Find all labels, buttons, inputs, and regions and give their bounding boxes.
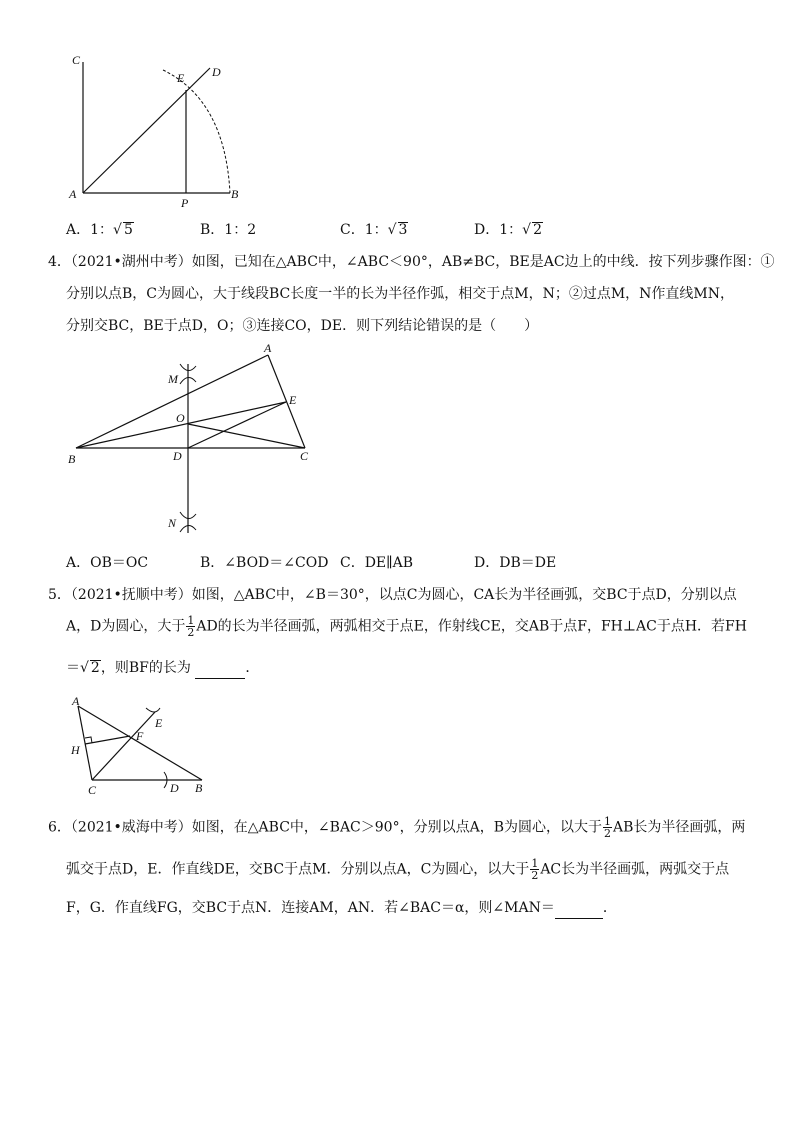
q4-option-a[interactable]: A．OB＝OC — [66, 555, 149, 571]
q4-option-b[interactable]: B．∠BOD＝∠COD — [200, 555, 329, 571]
q6-text-line-3: F，G．作直线FG，交BC于点N．连接AM，AN．若∠BAC＝α，则∠MAN＝ ． — [66, 898, 617, 919]
label-b: B — [195, 781, 203, 795]
fraction-one-half-ac: $\frac{1}{2}$ — [531, 857, 539, 882]
label-c: C — [72, 53, 81, 67]
q4-figure — [60, 340, 330, 540]
label-d: D — [212, 65, 221, 79]
label-b: B — [68, 452, 76, 466]
label-n: N — [168, 516, 177, 530]
label-p: P — [181, 196, 189, 210]
q3-figure — [60, 50, 250, 210]
label-e: E — [177, 71, 185, 85]
q3-option-c[interactable]: C．1：√ 3 — [340, 222, 408, 238]
segment-ac — [268, 355, 305, 448]
label-o: O — [176, 411, 185, 425]
q3-option-a[interactable]: A．1：√ 5 — [66, 222, 133, 238]
label-a: A — [264, 341, 272, 355]
label-a: A — [72, 694, 80, 708]
q3-option-b[interactable]: B．1：2 — [200, 222, 257, 238]
right-angle-mark — [85, 737, 92, 743]
answer-blank[interactable] — [195, 658, 245, 679]
segment-co — [188, 424, 305, 448]
answer-blank[interactable] — [555, 898, 603, 919]
label-a: A — [69, 187, 77, 201]
label-c: C — [300, 449, 309, 463]
q4-text-line-1: 4．（2021•湖州中考）如图，已知在△ABC中，∠ABC＜90°，AB≠BC，BE是AC边上的中线．按下列步骤作图：① — [48, 254, 775, 270]
q6-text-line-2: 弧交于点D，E．作直线DE，交BC于点M．分别以点A，C为圆心，以大于 $\frac{1}{2}$ AC长为半径画弧，两弧交于点 — [66, 857, 730, 882]
label-e: E — [289, 393, 297, 407]
arc-e — [146, 708, 160, 712]
q4-text-line-2: 分别以点B，C为圆心，大于线段BC长度一半的长为半径作弧，相交于点M，N；②过点M，N作直线MN， — [66, 286, 735, 302]
fraction-one-half: $\frac{1}{2}$ — [187, 614, 195, 639]
segment-be — [76, 402, 286, 448]
q4-text-line-3: 分别交BC，BE于点D，O；③连接CO，DE．则下列结论错误的是（ ） — [66, 318, 539, 334]
q4-option-d[interactable]: D．DB＝DE — [474, 555, 557, 571]
label-d: D — [173, 449, 182, 463]
q4-option-c[interactable]: C．DE∥AB — [340, 555, 414, 571]
label-b: B — [231, 187, 239, 201]
dashed-arc — [163, 70, 230, 193]
fraction-one-half-ab: $\frac{1}{2}$ — [603, 815, 611, 840]
q5-text-line-2: A，D为圆心，大于 $\frac{1}{2}$ AD的长为半径画弧，两弧相交于点E，作射线CE，交AB于点F，FH⊥AC于点H．若FH — [66, 614, 747, 639]
label-m: M — [168, 372, 178, 386]
q5-text-line-1: 5．（2021•抚顺中考）如图，△ABC中，∠B＝30°，以点C为圆心，CA长为半径画弧，交BC于点D，分别以点 — [48, 587, 737, 603]
label-e: E — [155, 716, 163, 730]
label-f: F — [136, 729, 144, 743]
q6-text-line-1: 6．（2021•威海中考）如图，在△ABC中，∠BAC＞90°，分别以点A，B为圆心，以大于 $\frac{1}{2}$ AB长为半径画弧，两 — [48, 815, 746, 840]
ray-ad — [83, 68, 210, 193]
segment-ab — [78, 706, 202, 780]
label-h: H — [71, 743, 80, 757]
label-c: C — [88, 783, 97, 797]
q5-text-line-3: ＝√ 2，则BF的长为 ． — [66, 658, 259, 679]
label-d: D — [170, 781, 179, 795]
q3-option-d[interactable]: D．1：√ 2 — [474, 222, 542, 238]
q5-figure — [60, 692, 220, 802]
